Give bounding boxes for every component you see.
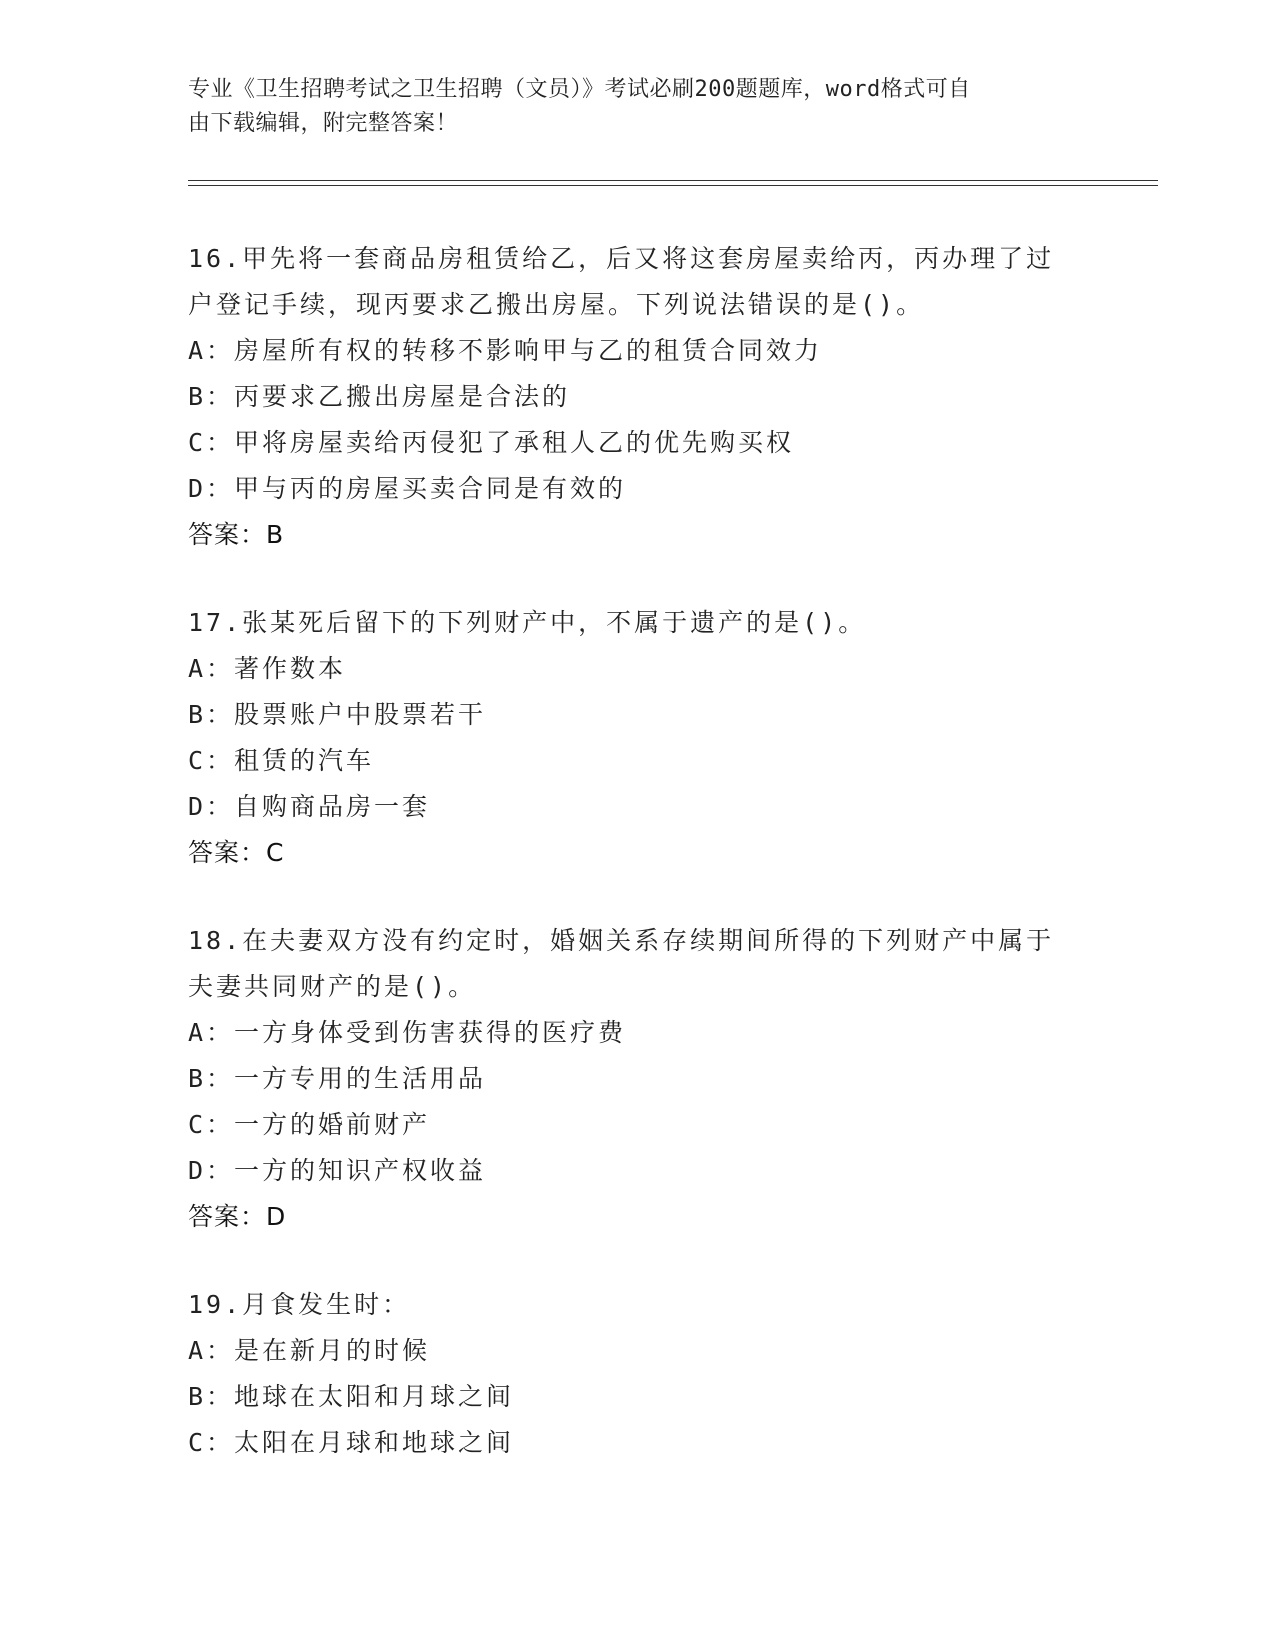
option-c: C：一方的婚前财产 — [188, 1110, 431, 1139]
question-list — [188, 236, 1188, 1508]
question-stem-line: 户登记手续，现丙要求乙搬出房屋。下列说法错误的是()。 — [188, 290, 925, 319]
header-line-2: 由下载编辑，附完整答案！ — [188, 111, 459, 136]
question-stem-line: 19.月食发生时： — [188, 1290, 411, 1319]
option-a: A：一方身体受到伤害获得的医疗费 — [188, 1018, 627, 1047]
option-b: B：股票账户中股票若干 — [188, 700, 487, 729]
document-header — [188, 73, 1088, 141]
option-a: A：著作数本 — [188, 654, 347, 683]
header-divider-top — [188, 180, 1158, 181]
option-d: D：一方的知识产权收益 — [188, 1156, 487, 1185]
option-d: D：自购商品房一套 — [188, 792, 431, 821]
option-c: C：甲将房屋卖给丙侵犯了承租人乙的优先购买权 — [188, 428, 795, 457]
option-c: C：租赁的汽车 — [188, 746, 375, 775]
answer-line: 答案：B — [188, 520, 285, 549]
question-stem-line: 18.在夫妻双方没有约定时，婚姻关系存续期间所得的下列财产中属于 — [188, 926, 1055, 955]
question-16 — [188, 236, 1188, 558]
option-b: B：一方专用的生活用品 — [188, 1064, 487, 1093]
header-divider-bottom — [188, 185, 1158, 186]
option-b: B：地球在太阳和月球之间 — [188, 1382, 515, 1411]
option-a: A：房屋所有权的转移不影响甲与乙的租赁合同效力 — [188, 336, 823, 365]
question-17 — [188, 600, 1188, 876]
question-19 — [188, 1282, 1188, 1466]
question-stem-line: 16.甲先将一套商品房租赁给乙，后又将这套房屋卖给丙，丙办理了过 — [188, 244, 1055, 273]
header-line-1: 专业《卫生招聘考试之卫生招聘（文员）》考试必刷200题题库，word格式可自 — [188, 77, 971, 102]
option-d: D：甲与丙的房屋买卖合同是有效的 — [188, 474, 627, 503]
option-b: B：丙要求乙搬出房屋是合法的 — [188, 382, 571, 411]
answer-line: 答案：C — [188, 838, 285, 867]
option-c: C：太阳在月球和地球之间 — [188, 1428, 515, 1457]
question-18 — [188, 918, 1188, 1240]
option-a: A：是在新月的时候 — [188, 1336, 431, 1365]
answer-line: 答案：D — [188, 1202, 287, 1231]
question-stem-line: 夫妻共同财产的是()。 — [188, 972, 477, 1001]
question-stem-line: 17.张某死后留下的下列财产中，不属于遗产的是()。 — [188, 608, 867, 637]
